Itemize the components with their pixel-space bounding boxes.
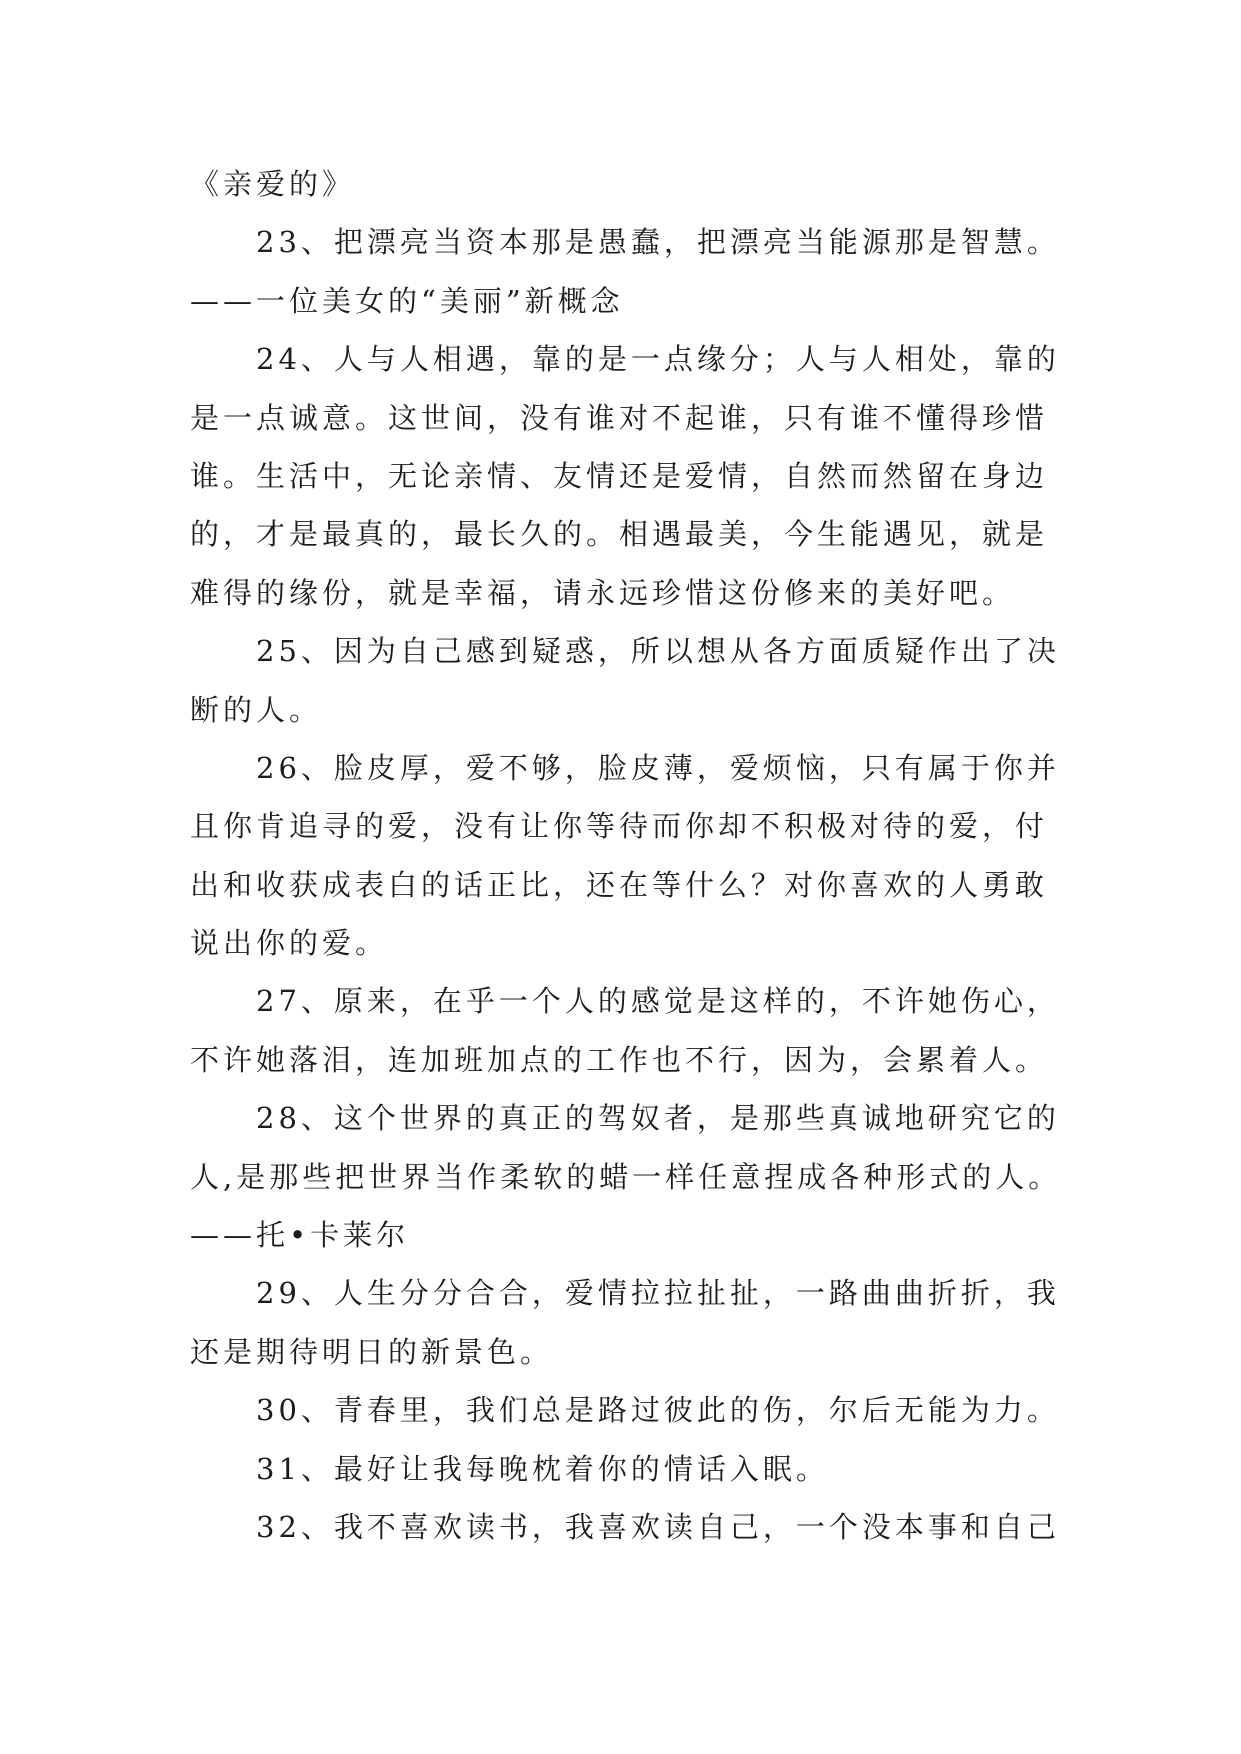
document-body	[190, 155, 1070, 1556]
quote-item	[190, 1089, 1070, 1264]
text-line: 32、我不喜欢读书，我喜欢读自己，一个没本事和自己	[256, 1509, 1060, 1544]
text-line: 25、因为自己感到疑惑，所以想从各方面质疑作出了决	[256, 634, 1060, 669]
text-line: 谁。生活中，无论亲情、友情还是爱情，自然而然留在身边	[190, 458, 1049, 493]
text-line: 人,是那些把世界当作柔软的蜡一样任意捏成各种形式的人。	[190, 1159, 1062, 1194]
quote-item	[190, 1381, 1070, 1439]
quote-item	[190, 972, 1070, 1089]
text-line: 的，才是最真的，最长久的。相遇最美，今生能遇见，就是	[190, 517, 1049, 552]
attribution-line: ——一位美女的“美丽”新概念	[190, 283, 624, 318]
quote-item	[190, 1498, 1070, 1556]
text-line: 26、脸皮厚，爱不够，脸皮薄，爱烦恼，只有属于你并	[256, 750, 1060, 785]
text-line: 《亲爱的》	[190, 167, 356, 201]
text-line: 难得的缘份，就是幸福，请永远珍惜这份修来的美好吧。	[190, 575, 1016, 610]
text-line: 24、人与人相遇，靠的是一点缘分；人与人相处，靠的	[256, 342, 1060, 377]
quote-item	[190, 1264, 1070, 1381]
text-line: 27、原来，在乎一个人的感觉是这样的，不许她伤心，	[256, 984, 1060, 1019]
text-line: 28、这个世界的真正的驾奴者，是那些真诚地研究它的	[256, 1101, 1060, 1136]
quote-item	[190, 739, 1070, 973]
text-line: 不许她落泪，连加班加点的工作也不行，因为，会累着人。	[190, 1042, 1049, 1077]
text-line: 31、最好让我每晚枕着你的情话入眠。	[256, 1451, 829, 1486]
quote-item	[190, 1440, 1070, 1498]
text-line: 还是期待明日的新景色。	[190, 1334, 554, 1369]
text-line: 且你肯追寻的爱，没有让你等待而你却不积极对待的爱，付	[190, 809, 1049, 844]
text-line: 29、人生分分合合，爱情拉拉扯扯，一路曲曲折折，我	[256, 1276, 1060, 1311]
text-line: 出和收获成表白的话正比，还在等什么？对你喜欢的人勇敢	[190, 867, 1049, 902]
text-line: 23、把漂亮当资本那是愚蠢，把漂亮当能源那是智慧。	[256, 225, 1060, 260]
quote-item	[190, 622, 1070, 739]
text-line: 断的人。	[190, 692, 323, 727]
quote-item	[190, 330, 1070, 622]
text-line: 说出你的爱。	[190, 926, 389, 961]
attribution-line: ——托•卡莱尔	[190, 1218, 410, 1253]
text-line: 30、青春里，我们总是路过彼此的伤，尔后无能为力。	[256, 1393, 1060, 1428]
text-line: 是一点诚意。这世间，没有谁对不起谁，只有谁不懂得珍惜	[190, 400, 1049, 435]
paragraph-continuation	[190, 155, 1070, 213]
quote-item	[190, 213, 1070, 330]
